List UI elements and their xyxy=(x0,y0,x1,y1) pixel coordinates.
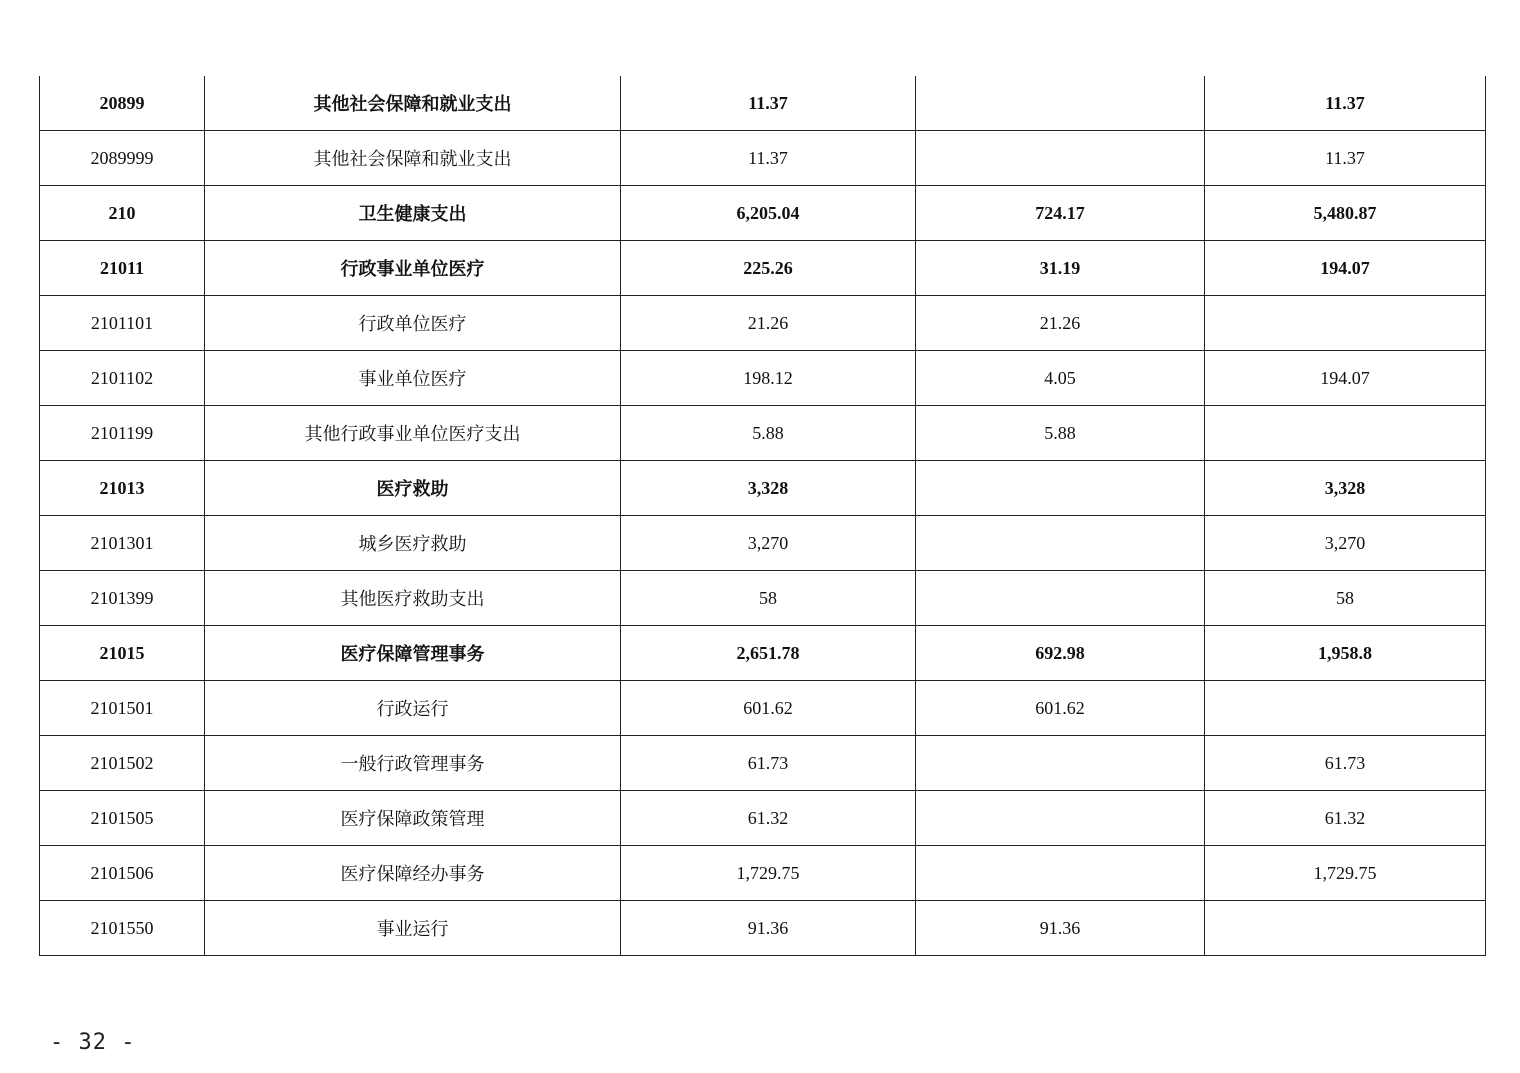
cell-total: 3,270 xyxy=(621,516,916,571)
table-row xyxy=(40,846,1486,901)
cell-basic xyxy=(916,516,1205,571)
cell-total: 58 xyxy=(621,571,916,626)
cell-total: 3,328 xyxy=(621,461,916,516)
cell-total: 11.37 xyxy=(621,131,916,186)
cell-project xyxy=(1205,681,1486,736)
cell-name: 城乡医疗救助 xyxy=(205,516,621,571)
cell-code: 210 xyxy=(40,186,205,241)
cell-basic xyxy=(916,76,1205,131)
cell-total: 61.32 xyxy=(621,791,916,846)
cell-name: 卫生健康支出 xyxy=(205,186,621,241)
cell-name: 行政事业单位医疗 xyxy=(205,241,621,296)
cell-basic: 31.19 xyxy=(916,241,1205,296)
cell-name: 行政单位医疗 xyxy=(205,296,621,351)
table-row xyxy=(40,626,1486,681)
table-row xyxy=(40,461,1486,516)
cell-basic: 4.05 xyxy=(916,351,1205,406)
table-row xyxy=(40,516,1486,571)
cell-total: 601.62 xyxy=(621,681,916,736)
table-row xyxy=(40,131,1486,186)
cell-name: 其他医疗救助支出 xyxy=(205,571,621,626)
table-row xyxy=(40,571,1486,626)
cell-total: 198.12 xyxy=(621,351,916,406)
cell-total: 61.73 xyxy=(621,736,916,791)
table-row xyxy=(40,901,1486,956)
cell-basic: 5.88 xyxy=(916,406,1205,461)
cell-basic xyxy=(916,846,1205,901)
budget-table xyxy=(39,76,1486,956)
cell-name: 其他行政事业单位医疗支出 xyxy=(205,406,621,461)
cell-project: 3,270 xyxy=(1205,516,1486,571)
cell-project xyxy=(1205,296,1486,351)
cell-code: 2101506 xyxy=(40,846,205,901)
table-row xyxy=(40,791,1486,846)
cell-project: 61.73 xyxy=(1205,736,1486,791)
cell-code: 2101550 xyxy=(40,901,205,956)
cell-code: 2101399 xyxy=(40,571,205,626)
table-row xyxy=(40,736,1486,791)
cell-total: 91.36 xyxy=(621,901,916,956)
cell-project: 61.32 xyxy=(1205,791,1486,846)
cell-project xyxy=(1205,901,1486,956)
cell-code: 2101199 xyxy=(40,406,205,461)
table-row xyxy=(40,351,1486,406)
cell-code: 2101502 xyxy=(40,736,205,791)
page-number: - 32 - xyxy=(50,1030,136,1055)
cell-name: 事业运行 xyxy=(205,901,621,956)
cell-project: 58 xyxy=(1205,571,1486,626)
cell-project: 194.07 xyxy=(1205,351,1486,406)
cell-name: 其他社会保障和就业支出 xyxy=(205,131,621,186)
cell-code: 2101101 xyxy=(40,296,205,351)
cell-total: 225.26 xyxy=(621,241,916,296)
table-row xyxy=(40,296,1486,351)
cell-code: 2101501 xyxy=(40,681,205,736)
cell-name: 医疗救助 xyxy=(205,461,621,516)
cell-project: 11.37 xyxy=(1205,131,1486,186)
cell-project: 1,958.8 xyxy=(1205,626,1486,681)
cell-total: 5.88 xyxy=(621,406,916,461)
cell-project: 11.37 xyxy=(1205,76,1486,131)
cell-basic: 724.17 xyxy=(916,186,1205,241)
cell-basic xyxy=(916,571,1205,626)
cell-total: 6,205.04 xyxy=(621,186,916,241)
cell-total: 2,651.78 xyxy=(621,626,916,681)
cell-name: 医疗保障经办事务 xyxy=(205,846,621,901)
cell-basic: 601.62 xyxy=(916,681,1205,736)
cell-name: 行政运行 xyxy=(205,681,621,736)
cell-name: 事业单位医疗 xyxy=(205,351,621,406)
cell-basic: 91.36 xyxy=(916,901,1205,956)
cell-total: 11.37 xyxy=(621,76,916,131)
cell-project: 194.07 xyxy=(1205,241,1486,296)
cell-total: 1,729.75 xyxy=(621,846,916,901)
cell-code: 21013 xyxy=(40,461,205,516)
cell-basic: 692.98 xyxy=(916,626,1205,681)
cell-name: 其他社会保障和就业支出 xyxy=(205,76,621,131)
cell-name: 一般行政管理事务 xyxy=(205,736,621,791)
cell-basic xyxy=(916,736,1205,791)
cell-name: 医疗保障管理事务 xyxy=(205,626,621,681)
cell-basic xyxy=(916,131,1205,186)
table-body xyxy=(40,76,1486,956)
cell-code: 2101301 xyxy=(40,516,205,571)
cell-project xyxy=(1205,406,1486,461)
cell-basic xyxy=(916,791,1205,846)
cell-code: 2089999 xyxy=(40,131,205,186)
cell-total: 21.26 xyxy=(621,296,916,351)
cell-project: 1,729.75 xyxy=(1205,846,1486,901)
table-row xyxy=(40,681,1486,736)
cell-project: 3,328 xyxy=(1205,461,1486,516)
cell-code: 2101505 xyxy=(40,791,205,846)
cell-code: 20899 xyxy=(40,76,205,131)
cell-code: 21015 xyxy=(40,626,205,681)
table-row xyxy=(40,186,1486,241)
table-row xyxy=(40,76,1486,131)
cell-name: 医疗保障政策管理 xyxy=(205,791,621,846)
cell-project: 5,480.87 xyxy=(1205,186,1486,241)
cell-code: 21011 xyxy=(40,241,205,296)
cell-basic: 21.26 xyxy=(916,296,1205,351)
cell-code: 2101102 xyxy=(40,351,205,406)
cell-basic xyxy=(916,461,1205,516)
table-row xyxy=(40,241,1486,296)
table-row xyxy=(40,406,1486,461)
